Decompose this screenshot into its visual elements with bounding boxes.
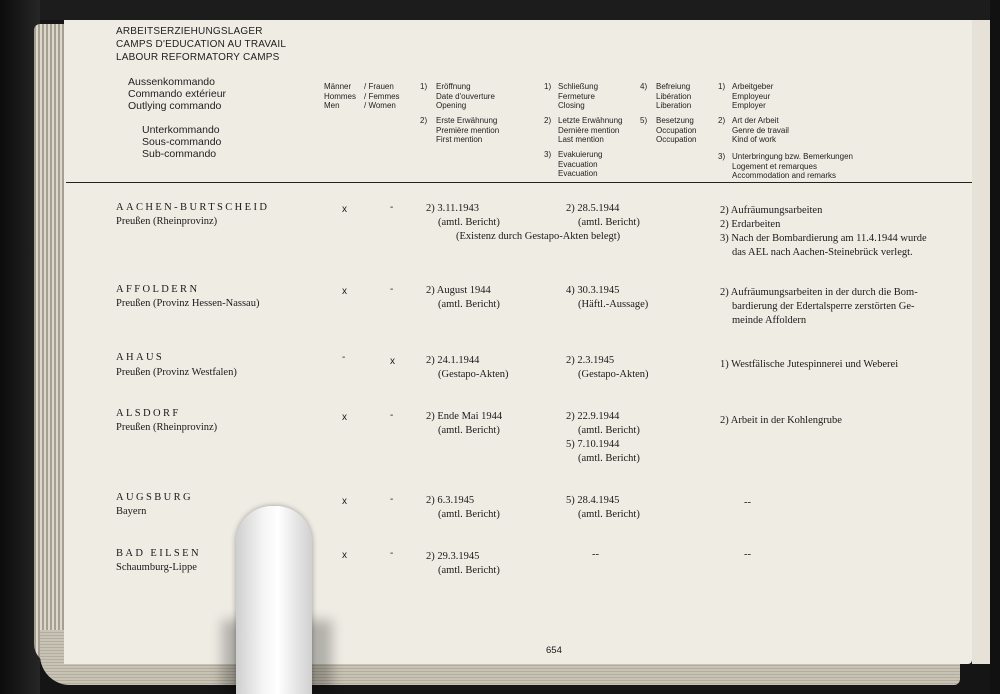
kind-of-work-fr: Genre de travail xyxy=(732,125,789,135)
closing-cell xyxy=(592,548,599,562)
closing-source: (amtl. Bericht) xyxy=(578,453,640,464)
remark-line: 2) Aufräumungsarbeiten in der durch die Bom- xyxy=(720,287,918,298)
liberation-de: Befreiung xyxy=(656,82,691,91)
closing-value: 4) 30.3.1945 xyxy=(566,285,620,296)
liberation-fr: Libération xyxy=(656,91,692,101)
camp-region: Bayern xyxy=(116,506,147,517)
camp-name: ALSDORF xyxy=(116,408,181,419)
men-mark: x xyxy=(342,412,347,423)
opening-cell xyxy=(426,494,500,522)
occupation-en: Occupation xyxy=(656,135,697,144)
remarks-cell xyxy=(744,548,751,562)
evacuation-fr: Evacuation xyxy=(558,159,598,169)
opening-fr: Date d'ouverture xyxy=(436,91,495,101)
camp-region: Preußen (Provinz Westfalen) xyxy=(116,367,237,378)
camp-name: AHAUS xyxy=(116,352,165,363)
remark-line: -- xyxy=(744,497,751,508)
col-opening-header xyxy=(436,82,495,111)
col-first-mention-number: 2) xyxy=(420,116,428,125)
col-kind-of-work-number: 2) xyxy=(718,116,726,125)
aussen-de: Aussenkommando xyxy=(128,76,215,88)
col-occupation-number: 5) xyxy=(640,116,648,125)
opening-source: (Gestapo-Akten) xyxy=(438,369,509,380)
kind-of-work-en: Kind of work xyxy=(732,135,777,144)
opening-value: 2) 24.1.1944 xyxy=(426,355,480,366)
women-mark: - xyxy=(390,202,394,213)
men-mark: - xyxy=(342,352,346,363)
aussen-fr: Commando extérieur xyxy=(128,88,227,100)
aussenkommando-heading xyxy=(128,76,226,112)
closing-cell xyxy=(566,354,649,382)
remark-line: -- xyxy=(744,549,751,560)
col-liberation-number: 4) xyxy=(640,82,648,91)
closing-value: 2) 28.5.1944 xyxy=(566,203,620,214)
closing-source: (amtl. Bericht) xyxy=(578,217,640,228)
background-top xyxy=(0,0,1000,20)
camp-name: AUGSBURG xyxy=(116,492,193,503)
closing-cell xyxy=(566,494,640,522)
frauen-column-header xyxy=(364,82,400,111)
col-evacuation-number: 3) xyxy=(544,150,552,159)
evacuation-en: Evacuation xyxy=(558,169,598,178)
col-occupation-header xyxy=(656,116,696,145)
men-mark: x xyxy=(342,496,347,507)
camp-name: AFFOLDERN xyxy=(116,284,200,295)
title-line-de: ARBEITSERZIEHUNGSLAGER xyxy=(116,26,263,37)
men-mark: x xyxy=(342,204,347,215)
remark-line: bardierung der Edertalsperre zerstörten Ge- xyxy=(732,301,915,312)
book-page xyxy=(64,20,972,664)
men-mark: x xyxy=(342,550,347,561)
opening-source: (amtl. Bericht) xyxy=(438,509,500,520)
aussen-en: Outlying commando xyxy=(128,100,222,112)
maenner-fr: Hommes xyxy=(324,91,357,101)
opening-value: 2) 6.3.1945 xyxy=(426,495,475,506)
col-closing-header xyxy=(558,82,598,111)
opening-de: Eröffnung xyxy=(436,82,471,91)
camp-region: Preußen (Rheinprovinz) xyxy=(116,216,218,227)
women-mark: - xyxy=(390,494,394,505)
men-mark: x xyxy=(342,286,347,297)
remark-line: 2) Aufräumungsarbeiten xyxy=(720,205,823,216)
page-gutter xyxy=(972,20,990,664)
closing-value: 2) 2.3.1945 xyxy=(566,355,615,366)
camp-region: Schaumburg-Lippe xyxy=(116,562,197,573)
unter-en: Sub-commando xyxy=(142,148,217,160)
col-evacuation-header xyxy=(558,150,602,179)
frauen-en: / Women xyxy=(364,101,396,110)
opening-cell xyxy=(426,354,509,382)
opening-source: (amtl. Bericht) xyxy=(438,425,500,436)
closing-value: 5) 7.10.1944 xyxy=(566,439,620,450)
bookmark-clip xyxy=(236,506,312,694)
last-mention-en: Last mention xyxy=(558,135,604,144)
women-mark: - xyxy=(390,548,394,559)
col-remarks-header xyxy=(732,152,853,181)
opening-value: 2) Ende Mai 1944 xyxy=(426,411,503,422)
closing-value: 2) 22.9.1944 xyxy=(566,411,620,422)
col-last-mention-number: 2) xyxy=(544,116,552,125)
women-mark: - xyxy=(390,284,394,295)
remarks-en: Accommodation and remarks xyxy=(732,171,837,180)
col-employer-header xyxy=(732,82,773,111)
remarks-cell xyxy=(744,496,751,510)
closing-source: (Häftl.-Aussage) xyxy=(578,299,649,310)
opening-cell xyxy=(426,410,502,438)
closing-source: (amtl. Bericht) xyxy=(578,509,640,520)
liberation-en: Liberation xyxy=(656,101,692,110)
opening-cell xyxy=(426,202,500,230)
first-mention-fr: Première mention xyxy=(436,125,500,135)
background-right xyxy=(990,0,1000,694)
maenner-column-header xyxy=(324,82,356,111)
maenner-de: Männer xyxy=(324,82,352,91)
remarks-cell xyxy=(720,358,898,372)
opening-value: 2) 29.3.1945 xyxy=(426,551,480,562)
employer-fr: Employeur xyxy=(732,91,771,101)
unterkommando-heading xyxy=(142,124,221,160)
closing-cell xyxy=(566,202,640,230)
camp-region: Preußen (Provinz Hessen-Nassau) xyxy=(116,298,260,309)
col-remarks-number: 3) xyxy=(718,152,726,161)
closing-cell xyxy=(566,284,648,312)
remarks-fr: Logement et remarques xyxy=(732,161,817,171)
col-liberation-header xyxy=(656,82,691,111)
title-line-fr: CAMPS D'EDUCATION AU TRAVAIL xyxy=(116,39,287,50)
col-employer-number: 1) xyxy=(718,82,726,91)
col-last-mention-header xyxy=(558,116,623,145)
remark-line: 2) Erdarbeiten xyxy=(720,219,781,230)
col-closing-number: 1) xyxy=(544,82,552,91)
camp-name: AACHEN-BURTSCHEID xyxy=(116,202,270,213)
remarks-cell xyxy=(720,204,927,260)
page-number: 654 xyxy=(546,645,562,656)
entry-note: (Existenz durch Gestapo-Akten belegt) xyxy=(456,231,621,242)
unter-de: Unterkommando xyxy=(142,124,220,136)
camp-name: BAD EILSEN xyxy=(116,548,201,559)
employer-en: Employer xyxy=(732,101,766,110)
opening-en: Opening xyxy=(436,101,467,110)
evacuation-de: Evakuierung xyxy=(558,150,603,159)
last-mention-fr: Dernière mention xyxy=(558,125,620,135)
camp-region: Preußen (Rheinprovinz) xyxy=(116,422,218,433)
closing-value: -- xyxy=(592,549,599,560)
women-mark: - xyxy=(390,410,394,421)
maenner-en: Men xyxy=(324,101,340,110)
occupation-de: Besetzung xyxy=(656,116,694,125)
remarks-cell xyxy=(720,286,918,328)
remark-line: 2) Arbeit in der Kohlengrube xyxy=(720,415,842,426)
remark-line: meinde Affoldern xyxy=(732,315,807,326)
unter-fr: Sous-commando xyxy=(142,136,222,148)
closing-fr: Fermeture xyxy=(558,91,595,101)
opening-cell xyxy=(426,284,500,312)
remark-line: 3) Nach der Bombardierung am 11.4.1944 wurde xyxy=(720,233,927,244)
opening-value: 2) August 1944 xyxy=(426,285,491,296)
opening-source: (amtl. Bericht) xyxy=(438,217,500,228)
opening-source: (amtl. Bericht) xyxy=(438,565,500,576)
document-title xyxy=(116,26,286,63)
col-kind-of-work-header xyxy=(732,116,789,145)
employer-de: Arbeitgeber xyxy=(732,82,774,91)
frauen-fr: / Femmes xyxy=(364,91,400,101)
closing-en: Closing xyxy=(558,101,585,110)
occupation-fr: Occupation xyxy=(656,125,697,135)
closing-cell xyxy=(566,410,640,466)
title-line-en: LABOUR REFORMATORY CAMPS xyxy=(116,52,280,63)
opening-source: (amtl. Bericht) xyxy=(438,299,500,310)
remarks-cell xyxy=(720,414,842,428)
kind-of-work-de: Art der Arbeit xyxy=(732,116,779,125)
frauen-de: / Frauen xyxy=(364,82,394,91)
opening-cell xyxy=(426,550,500,578)
first-mention-en: First mention xyxy=(436,135,483,144)
closing-source: (Gestapo-Akten) xyxy=(578,369,649,380)
closing-value: 5) 28.4.1945 xyxy=(566,495,620,506)
header-divider xyxy=(66,182,972,183)
remarks-de: Unterbringung bzw. Bemerkungen xyxy=(732,152,853,161)
remark-line: 1) Westfälische Jutespinnerei und Weberei xyxy=(720,359,899,370)
col-first-mention-header xyxy=(436,116,499,145)
closing-de: Schließung xyxy=(558,82,599,91)
women-mark: x xyxy=(390,356,395,367)
col-opening-number: 1) xyxy=(420,82,428,91)
last-mention-de: Letzte Erwähnung xyxy=(558,116,623,125)
first-mention-de: Erste Erwähnung xyxy=(436,116,498,125)
remark-line: das AEL nach Aachen-Steinebrück verlegt. xyxy=(732,247,913,258)
opening-value: 2) 3.11.1943 xyxy=(426,203,479,214)
closing-source: (amtl. Bericht) xyxy=(578,425,640,436)
